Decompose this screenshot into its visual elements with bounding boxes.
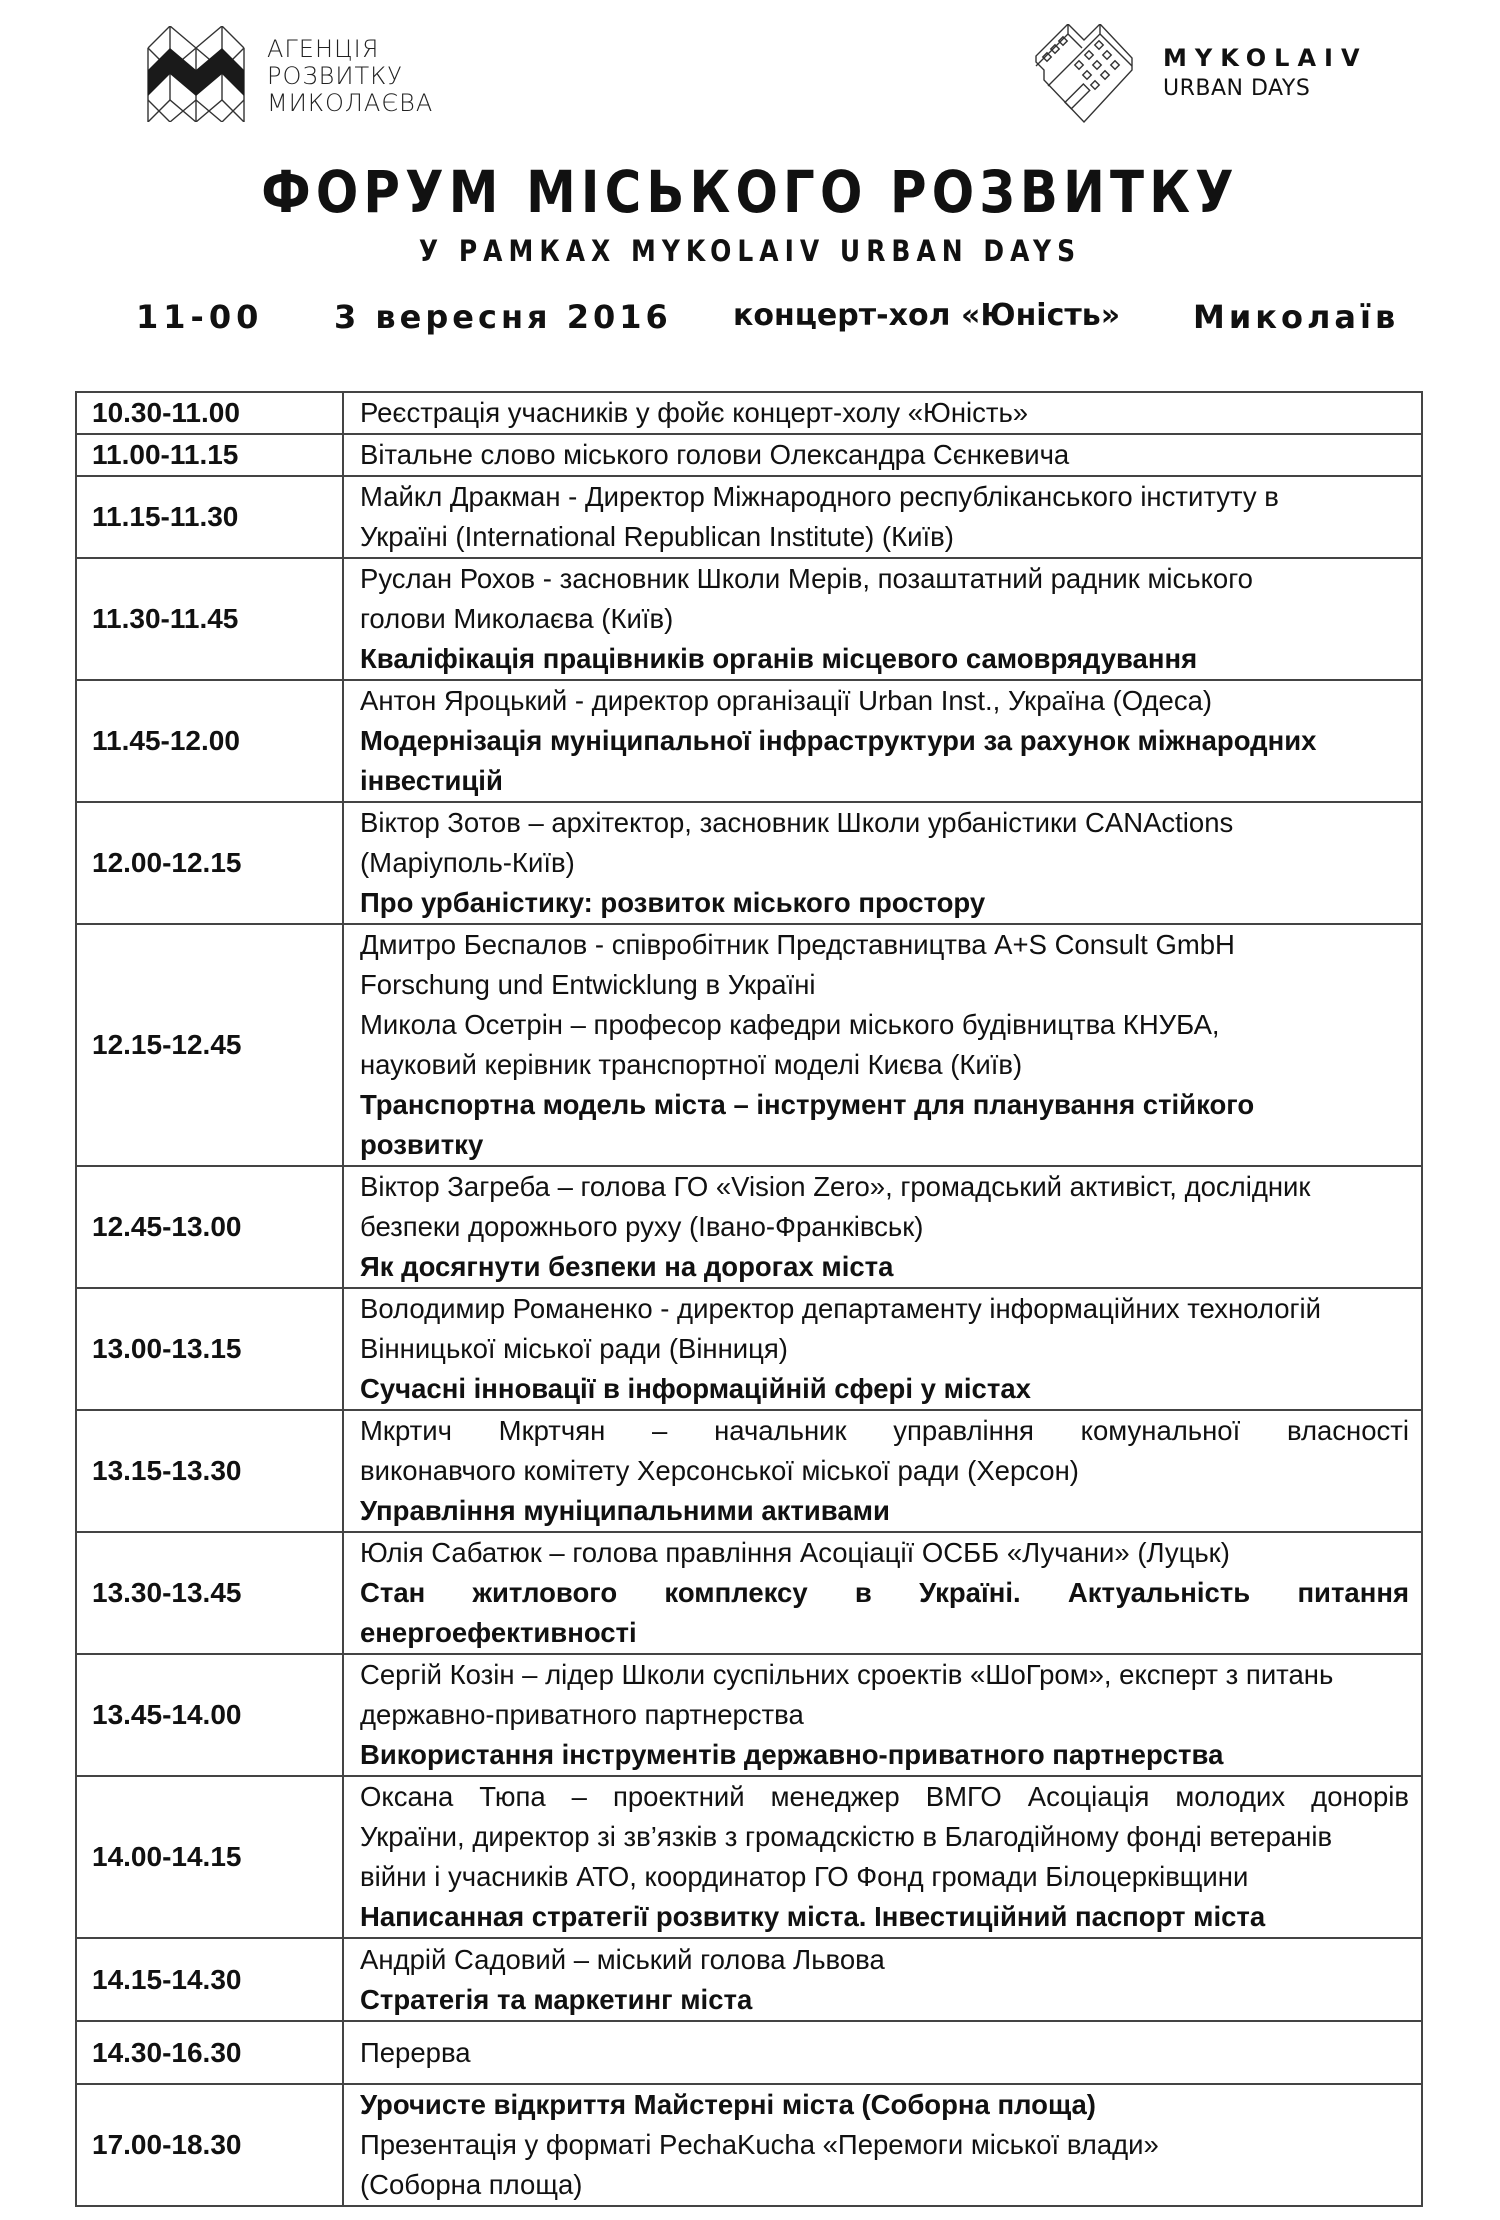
schedule-time: 12.15-12.45 — [76, 924, 343, 1166]
schedule-row — [76, 558, 1422, 680]
schedule-time: 13.30-13.45 — [76, 1532, 343, 1654]
speaker-info: голови Миколаєва (Київ) — [360, 603, 674, 634]
speaker-info: Андрій Садовий – міський голова Львова — [360, 1943, 885, 1975]
agency-logo-line: АГЕНЦІЯ — [267, 35, 380, 63]
speaker-info: безпеки дорожнього руху (Івано-Франківськ) — [360, 1211, 924, 1242]
speaker-info: Мкртич Мкртчян – начальник управління комунальної власності — [360, 1415, 1409, 1446]
schedule-row — [76, 2084, 1422, 2206]
speaker-info: Перерва — [360, 2036, 471, 2068]
schedule-time: 11.15-11.30 — [76, 476, 343, 558]
schedule-row — [76, 476, 1422, 558]
speaker-info: Оксана Тюпа – проектний менеджер ВМГО Асоціація молодих донорів — [360, 1781, 1409, 1812]
speaker-info: виконавчого комітету Херсонської міської ради (Херсон) — [360, 1455, 1079, 1486]
schedule-time: 17.00-18.30 — [76, 2084, 343, 2206]
schedule-row — [76, 1938, 1422, 2021]
session-topic: Використання інструментів державно-приватного партнерства — [360, 1739, 1224, 1770]
speaker-info: Вітальне слово міського голови Олександра Сєнкевича — [360, 439, 1070, 470]
event-date: 3 вересня 2016 — [334, 298, 672, 336]
schedule-description — [343, 558, 1422, 680]
speaker-info: війни і учасників АТО, координатор ГО Фонд громади Білоцерківщини — [360, 1861, 1249, 1892]
schedule-row — [76, 802, 1422, 924]
agency-logo-text — [267, 36, 433, 117]
schedule-row — [76, 434, 1422, 476]
schedule-row — [76, 1532, 1422, 1654]
speaker-info: науковий керівник транспортної моделі Києва (Київ) — [360, 1049, 1023, 1080]
speaker-info: Віктор Зотов – архітектор, засновник Школи урбаністики CANActions — [360, 807, 1234, 838]
speaker-info: Руслан Рохов - засновник Школи Мерів, позаштатний радник міського — [360, 563, 1253, 594]
event-venue: концерт-хол «Юність» — [733, 298, 1121, 333]
schedule-time: 13.45-14.00 — [76, 1654, 343, 1776]
schedule-row — [76, 1776, 1422, 1938]
schedule-description — [343, 924, 1422, 1166]
schedule-description — [343, 1410, 1422, 1532]
schedule-row — [76, 2021, 1422, 2084]
speaker-info: (Соборна площа) — [360, 2169, 583, 2200]
schedule-description — [343, 434, 1422, 476]
session-topic: Урочисте відкриття Майстерні міста (Соборна площа) — [360, 2089, 1096, 2120]
speaker-info: Реєстрація учасників у фойє концерт-холу «Юність» — [360, 397, 1029, 428]
schedule-description — [343, 1776, 1422, 1938]
schedule-row — [76, 924, 1422, 1166]
schedule-description — [343, 392, 1422, 434]
speaker-info: Віктор Загреба – голова ГО «Vision Zero», громадський активіст, дослідник — [360, 1171, 1311, 1202]
schedule-time: 13.00-13.15 — [76, 1288, 343, 1410]
schedule-time: 13.15-13.30 — [76, 1410, 343, 1532]
schedule-row — [76, 1654, 1422, 1776]
speaker-info: Антон Яроцький - директор організації Urban Inst., Україна (Одеса) — [360, 685, 1213, 716]
agency-logo-line: РОЗВИТКУ — [267, 62, 403, 90]
session-topic: Модернізація муніципальної інфраструктури за рахунок міжнародних — [360, 725, 1317, 756]
event-city: Миколаїв — [1193, 298, 1400, 336]
page-title: ФОРУМ МІСЬКОГО РОЗВИТКУ — [261, 158, 1239, 226]
schedule-description — [343, 1938, 1422, 2021]
session-topic: Сучасні інновації в інформаційній сфері у містах — [360, 1373, 1031, 1404]
page-subtitle: У РАМКАХ MYKOLAIV URBAN DAYS — [418, 234, 1082, 268]
session-topic: Як досягнути безпеки на дорогах міста — [360, 1251, 894, 1282]
speaker-info: Презентація у форматі PechaKucha «Перемоги міської влади» — [360, 2129, 1159, 2160]
speaker-info: Юлія Сабатюк – голова правління Асоціації ОСББ «Лучани» (Луцьк) — [360, 1537, 1230, 1568]
speaker-info: Дмитро Беспалов - співробітник Представництва A+S Consult GmbH — [360, 929, 1235, 960]
schedule-body — [76, 392, 1422, 2206]
schedule-row — [76, 1288, 1422, 1410]
schedule-description — [343, 1166, 1422, 1288]
schedule-description — [343, 802, 1422, 924]
event-time: 11-00 — [136, 298, 264, 336]
schedule-description — [343, 2084, 1422, 2206]
speaker-info: Володимир Романенко - директор департаменту інформаційних технологій — [360, 1293, 1322, 1324]
urban-days-logo-icon — [1034, 24, 1134, 124]
speaker-info: Майкл Дракман - Директор Міжнародного республіканського інституту в — [360, 481, 1279, 512]
agency-logo-icon — [146, 26, 246, 122]
schedule-time: 11.00-11.15 — [76, 434, 343, 476]
schedule-description — [343, 1288, 1422, 1410]
session-topic: Транспортна модель міста – інструмент для планування стійкого — [360, 1089, 1255, 1120]
speaker-info: Вінницької міської ради (Вінниця) — [360, 1333, 788, 1364]
schedule-time: 14.30-16.30 — [76, 2021, 343, 2084]
speaker-info: державно-приватного партнерства — [360, 1699, 804, 1730]
schedule-table — [75, 391, 1423, 2207]
session-topic: розвитку — [360, 1129, 484, 1160]
session-topic: Кваліфікація працівників органів місцевого самоврядування — [360, 643, 1198, 674]
speaker-info: України, директор зі зв’язків з громадскістю в Благодійному фонді ветеранів — [360, 1821, 1333, 1852]
session-topic: Управління муніципальними активами — [360, 1495, 890, 1526]
schedule-description — [343, 476, 1422, 558]
schedule-description — [343, 2021, 1422, 2084]
speaker-info: Forschung und Entwicklung в Україні — [360, 969, 816, 1000]
schedule-description — [343, 1532, 1422, 1654]
schedule-time: 12.00-12.15 — [76, 802, 343, 924]
session-topic: інвестицій — [360, 765, 503, 796]
speaker-info: Сергій Козін – лідер Школи суспільних сроектів «ШоГром», експерт з питань — [360, 1659, 1334, 1690]
schedule-row — [76, 392, 1422, 434]
speaker-info: (Маріуполь-Київ) — [360, 847, 575, 878]
schedule-time: 11.30-11.45 — [76, 558, 343, 680]
schedule-description — [343, 680, 1422, 802]
schedule-row — [76, 680, 1422, 802]
schedule-time: 10.30-11.00 — [76, 392, 343, 434]
schedule-row — [76, 1166, 1422, 1288]
schedule-time: 14.15-14.30 — [76, 1938, 343, 2021]
session-topic: Стан житлового комплексу в Україні. Актуальність питання — [360, 1577, 1409, 1608]
session-topic: Про урбаністику: розвиток міського простору — [360, 887, 986, 918]
speaker-info: Микола Осетрін – професор кафедри міського будівництва КНУБА, — [360, 1009, 1220, 1040]
schedule-row — [76, 1410, 1422, 1532]
schedule-description — [343, 1654, 1422, 1776]
urban-days-logo-title: MYKOLAIV — [1163, 44, 1368, 72]
schedule-time: 14.00-14.15 — [76, 1776, 343, 1938]
speaker-info: Україні (International Republican Institute) (Київ) — [360, 521, 954, 552]
session-topic: Написанная стратегії розвитку міста. Інвестиційний паспорт міста — [360, 1901, 1266, 1932]
session-topic: Стратегія та маркетинг міста — [360, 1983, 753, 2015]
urban-days-logo-subtitle: URBAN DAYS — [1163, 76, 1311, 101]
session-topic: енергоефективності — [360, 1617, 637, 1648]
agency-logo-line: МИКОЛАЄВА — [267, 89, 434, 117]
schedule-time: 11.45-12.00 — [76, 680, 343, 802]
schedule-time: 12.45-13.00 — [76, 1166, 343, 1288]
